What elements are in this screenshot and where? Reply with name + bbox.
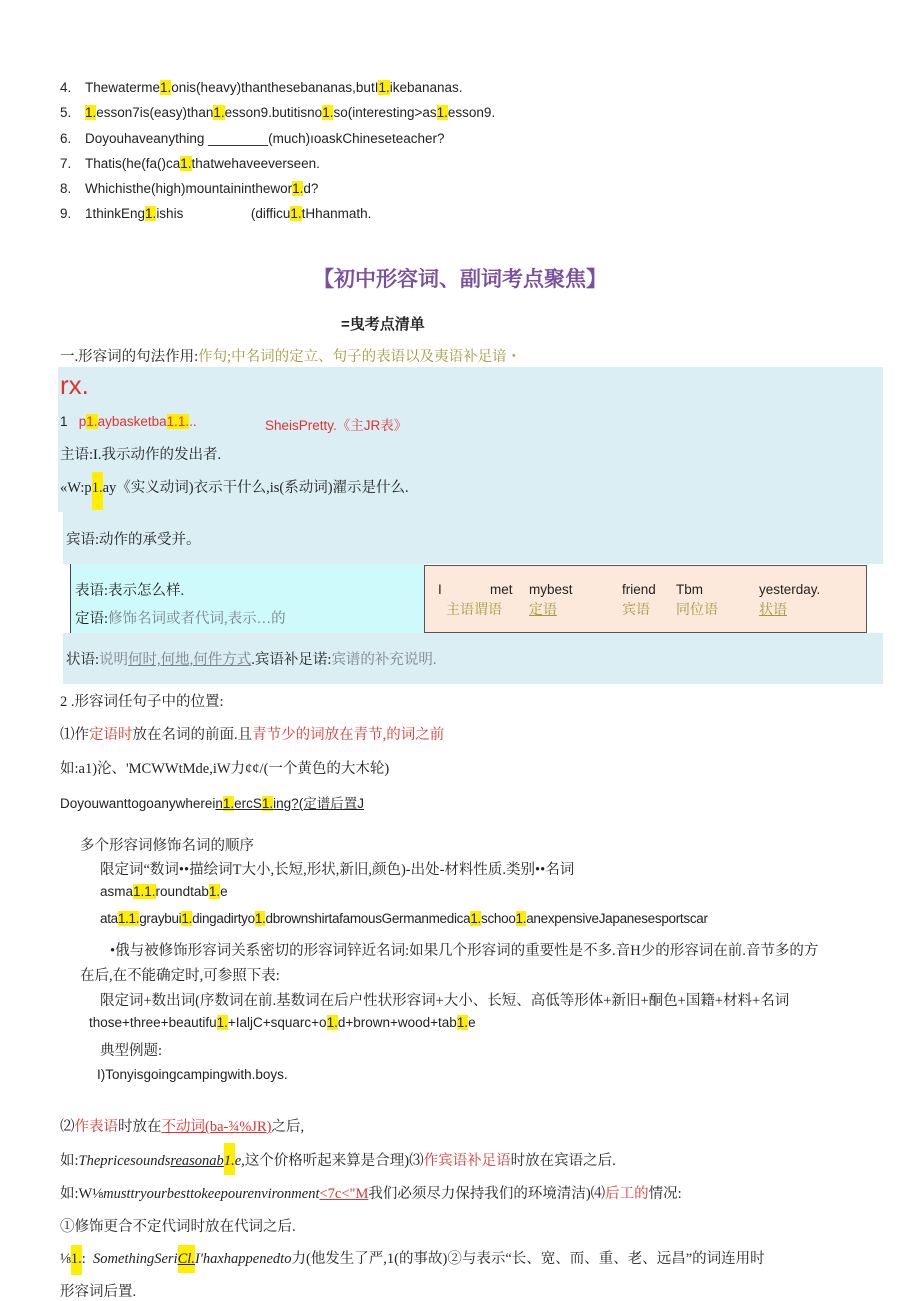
rule-example: 如:Thepricesoundsreasonab1.e,这个价格听起来算是合理)⑶作宾语补足语时放在宾语之后. bbox=[60, 1149, 616, 1170]
rx-label: rx. bbox=[60, 370, 89, 400]
sentence-word: friend bbox=[622, 582, 656, 597]
order-table: 限定词+数出词(序数词在前.基数词在后户性状形容词+大小、长短、高低等形体+新旧+酮色+国籍+材料+名词 bbox=[100, 993, 790, 1009]
sentence-role: 同位语 bbox=[676, 603, 718, 618]
exercise-number: 4. bbox=[60, 80, 72, 95]
sentence-word: Tbm bbox=[676, 582, 703, 597]
order-example: those+three+beautifu1.+IalјC+squarc+o1.d+brown+wood+tab1.e bbox=[89, 1015, 476, 1030]
typical-question: I)Tonyisgoingcampingwith.boys. bbox=[97, 1067, 288, 1082]
exercise-text: Doyouhaveanything ________(much)ıoaskChineseteacher? bbox=[85, 131, 445, 146]
order-title: 多个形容词修饰名词的顺序 bbox=[80, 838, 254, 854]
exercise-text: Thewaterme1.onis(heavy)thanthesebananas,butI1.ikebananas. bbox=[85, 80, 463, 95]
sentence-word: met bbox=[490, 582, 513, 597]
predicative-note: 表语:表示怎么样. bbox=[75, 583, 185, 599]
subject-note: 主语:I.我示动作的发出者. bbox=[60, 447, 222, 463]
exercise-text: 1.esson7is(easy)than1.esson9.butitisno1.so(interesting>as1.esson9. bbox=[85, 105, 496, 120]
order-note: •俄与被修饰形容词关系密切的形容词锌近名词:如果几个形容词的重要性是不多.音H少的形容词在前.音节多的方 bbox=[110, 943, 819, 959]
rule-paragraph: ⑵作表语时放在不动词(ba-¾%JR)之后, bbox=[60, 1119, 305, 1135]
exercise-number: 6. bbox=[60, 131, 72, 146]
section-subtitle: =曳考点清单 bbox=[341, 316, 425, 333]
order-note: 在后,在不能确定时,可参照下表: bbox=[80, 968, 280, 984]
rule-paragraph: ①修饰更合不定代词时放在代词之后. bbox=[60, 1219, 296, 1235]
typical-heading: 典型例题: bbox=[100, 1043, 163, 1059]
exercise-text: 1thinkEng1.ishis (difficu1.tHhanmath. bbox=[85, 206, 372, 221]
rule-example: ⅛1.: SomethingSeriCl.I'haxhappenedto力(他发生了严,1(的事故)②与表示“长、宽、而、重、老、远昌”的词连用时 bbox=[60, 1247, 765, 1268]
example-sentence: 1 p1.aybasketba1.1... bbox=[60, 414, 197, 429]
page-title: 【初中形容词、副词考点聚焦】 bbox=[313, 267, 607, 291]
exercise-number: 5. bbox=[60, 105, 72, 120]
sentence-word: yesterday. bbox=[759, 582, 821, 597]
sentence-word: mybest bbox=[529, 582, 573, 597]
section-heading: 一.形容词的句法作用:作句;中名词的定立、句子的表语以及夷语补足谙・ bbox=[60, 349, 522, 365]
sentence-role: 主语谓语 bbox=[446, 603, 502, 618]
sentence-role: 状语 bbox=[759, 603, 787, 618]
exercise-number: 9. bbox=[60, 206, 72, 221]
section-heading: 2 .形容词任句子中的位置: bbox=[60, 694, 224, 710]
exercise-number: 8. bbox=[60, 181, 72, 196]
rule-example: 如:a1)沦、'MCWWtMde,iW力¢¢/(一个黄色的大木轮) bbox=[60, 761, 390, 777]
example-analysis: SheisPretty.《主JR表》 bbox=[265, 418, 408, 433]
rule-example: 如:W⅛musttryourbesttokeepourenvironment<7c<"M我们必须尽力保持我们的环境清洁)⑷后工的情况: bbox=[60, 1186, 682, 1202]
attributive-note: 定语:修饰名词或者代词,表示…的 bbox=[75, 611, 286, 627]
order-example: asma1.1.roundtab1.e bbox=[100, 884, 228, 899]
sentence-role: 宾语 bbox=[622, 603, 650, 618]
predicate-note: «W:p1.ay《实义动词)衣示干什么,is(系动词)濯示是什么. bbox=[60, 476, 409, 497]
rule-paragraph: 形容词后置. bbox=[60, 1284, 137, 1300]
rule-paragraph: ⑴作定语时放在名词的前面.且青节少的词放在青节,的词之前 bbox=[60, 727, 445, 743]
exercise-text: Whichisthe(high)mountaininthewor1.d? bbox=[85, 181, 319, 196]
adverbial-note: 状语:说明何时,何地,何件方式.宾语补足诺:宾谱的补充说明. bbox=[66, 652, 437, 668]
sentence-role: 定语 bbox=[529, 603, 557, 618]
sentence-word: I bbox=[438, 582, 442, 597]
exercise-text: Thatis(he(fa()ca1.thatwehaveeverseen. bbox=[85, 156, 320, 171]
exercise-number: 7. bbox=[60, 156, 72, 171]
rule-example: Doyouwanttogoanywherein1.ercS1.ing?(定谱后置J bbox=[60, 796, 364, 811]
object-note: 宾语:动作的承受并。 bbox=[66, 532, 201, 548]
order-example: ata1.1.graybui1.dingadirtyo1.dbrownshirtafamousGermanmedica1.schoo1.anexpensiveJapanesesportscar bbox=[100, 911, 708, 926]
order-rule: 限定词“数词••描绘词T大小,长短,形状,新旧,颜色)-出处-材料性质.类别••名词 bbox=[100, 862, 575, 878]
